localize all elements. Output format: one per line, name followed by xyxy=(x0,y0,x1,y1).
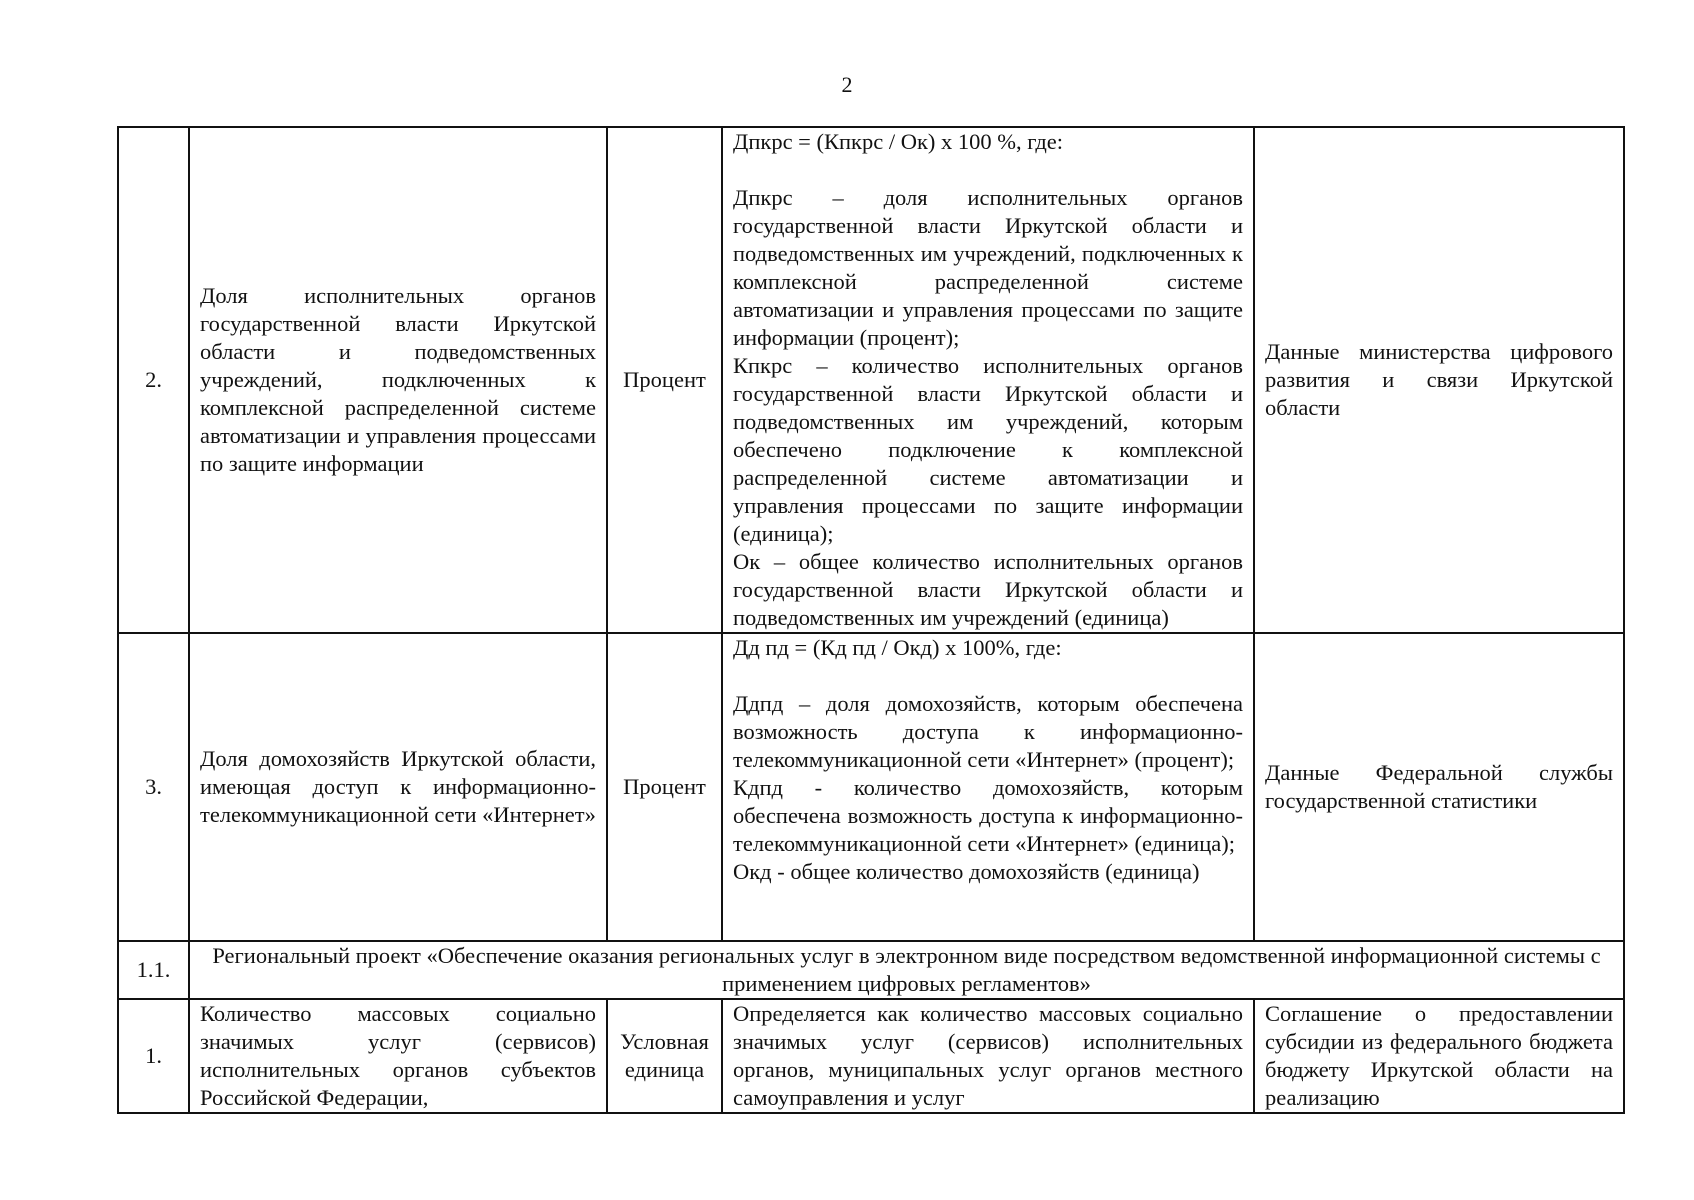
definition: Дпкрс – доля исполнительных органов государственной власти Иркутской области и подведомственных им учреждений, подключенных к комплексной распределенной системе автоматизации и управления процессами по защите информации (процент); xyxy=(733,185,1243,350)
indicator-name: Количество массовых социально значимых услуг (сервисов) исполнительных органов субъектов Российской Федерации, xyxy=(189,999,607,1113)
section-number: 1.1. xyxy=(118,941,189,999)
calculation-method xyxy=(722,127,1254,633)
page-number: 2 xyxy=(841,72,853,97)
data-source: Соглашение о предоставлении субсидии из федерального бюджета бюджету Иркутской области на реализацию xyxy=(1254,999,1624,1113)
definition: Ддпд – доля домохозяйств, которым обеспечена возможность доступа к информационно-телекоммуникационной сети «Интернет» (процент); xyxy=(733,691,1243,772)
unit-of-measure: Процент xyxy=(607,127,722,633)
table-row xyxy=(118,999,1624,1113)
data-source: Данные министерства цифрового развития и связи Иркутской области xyxy=(1254,127,1624,633)
row-number: 1. xyxy=(118,999,189,1113)
table-row xyxy=(118,127,1624,633)
formula: Дд пд = (Кд пд / Окд) х 100%, где: xyxy=(733,635,1062,660)
definition: Окд - общее количество домохозяйств (единица) xyxy=(733,859,1200,884)
section-title: Региональный проект «Обеспечение оказания региональных услуг в электронном виде посредством ведомственной информационной системы с применением цифровых регламентов» xyxy=(189,941,1624,999)
section-row xyxy=(118,941,1624,999)
formula: Дпкрс = (Кпкрс / Ок) х 100 %, где: xyxy=(733,129,1064,154)
definition: Кдпд - количество домохозяйств, которым обеспечена возможность доступа к информационно-телекоммуникационной сети «Интернет» (единица); xyxy=(733,775,1243,856)
table-row xyxy=(118,633,1624,941)
row-number: 2. xyxy=(118,127,189,633)
unit-of-measure: Условная единица xyxy=(607,999,722,1113)
unit-of-measure: Процент xyxy=(607,633,722,941)
data-source: Данные Федеральной службы государственной статистики xyxy=(1254,633,1624,941)
indicators-table xyxy=(117,126,1625,1114)
row-number: 3. xyxy=(118,633,189,941)
calculation-method xyxy=(722,633,1254,941)
indicator-name: Доля домохозяйств Иркутской области, имеющая доступ к информационно-телекоммуникационной сети «Интернет» xyxy=(189,633,607,941)
indicator-name: Доля исполнительных органов государственной власти Иркутской области и подведомственных учреждений, подключенных к комплексной распределенной системе автоматизации и управления процессами по защите информации xyxy=(189,127,607,633)
definition: Ок – общее количество исполнительных органов государственной власти Иркутской области и подведомственных им учреждений (единица) xyxy=(733,549,1243,630)
calculation-method: Определяется как количество массовых социально значимых услуг (сервисов) исполнительных органов, муниципальных услуг органов местного самоуправления и услуг xyxy=(722,999,1254,1113)
definition: Кпкрс – количество исполнительных органов государственной власти Иркутской области и подведомственных им учреждений, которым обеспечено подключение к комплексной распределенной системе автоматизации и управления процессами по защите информации (единица); xyxy=(733,353,1243,546)
